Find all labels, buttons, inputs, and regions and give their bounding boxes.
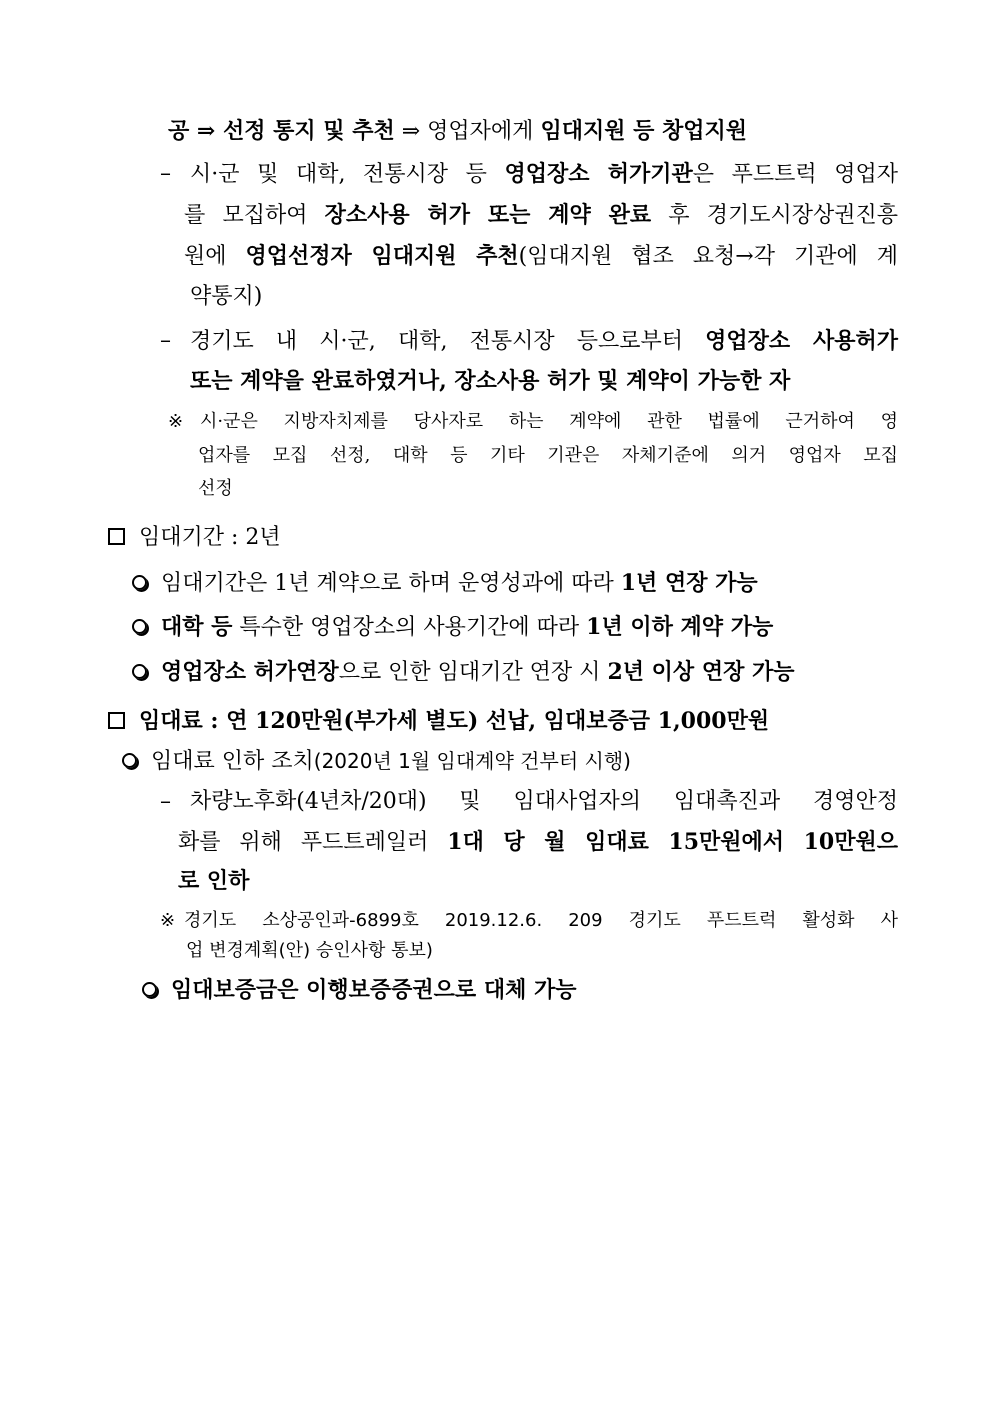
text: ⇒ 영업자에게 [394, 119, 541, 144]
line-5 [190, 282, 262, 312]
circle-bullet-icon [132, 619, 147, 634]
text: 시·군 및 대학, 전통시장 등 [190, 162, 505, 187]
reference-mark-icon: ※ [160, 910, 176, 931]
square-bullet-icon [108, 528, 125, 545]
text: 임대지원 등 창업지원 [540, 118, 748, 144]
line-3 [184, 200, 898, 231]
text: 업자를 모집 선정, 대학 등 기타 기관은 자체기준에 의거 영업자 모집 [198, 445, 898, 466]
line-7 [190, 366, 790, 397]
circle-bullet-icon [122, 753, 137, 768]
text: 로 인하 [178, 868, 250, 894]
line-17 [190, 787, 898, 817]
text: 2년 이상 연장 가능 [607, 659, 795, 685]
text: 공 ⇒ 선정 통지 및 추천 [168, 118, 395, 144]
text: 를 모집하여 [184, 203, 325, 228]
circle-bullet-icon [132, 575, 147, 590]
section-heading [108, 706, 769, 737]
line-1 [168, 116, 747, 147]
note-mark [168, 408, 183, 436]
line-13 [132, 612, 773, 643]
text: 원에 [184, 244, 246, 269]
dash-icon: – [160, 161, 171, 186]
reference-mark-icon: ※ [168, 411, 184, 432]
text: 경기도 내 시·군, 대학, 전통시장 등으로부터 [190, 329, 706, 354]
square-bullet-icon [108, 712, 125, 729]
text: 영업장소 허가연장 [161, 659, 339, 685]
dash-bullet [160, 159, 171, 189]
line-2 [190, 159, 898, 190]
text: 경기도 소상공인과-6899호 2019.12.6. 209 경기도 푸드트럭 활성화 사 [184, 910, 898, 931]
text: 임대기간 : 2년 [139, 525, 281, 550]
text: 업 변경계획(안) 승인사항 통보) [186, 940, 433, 961]
line-4 [184, 241, 898, 272]
dash-icon: – [160, 328, 171, 353]
text: 시·군은 지방자치제를 당사자로 하는 계약에 관한 법률에 근거하여 영 [200, 411, 898, 432]
line-6 [190, 326, 898, 357]
circle-bullet-icon [142, 982, 157, 997]
text: 특수한 영업장소의 사용기간에 따라 [232, 615, 587, 640]
note-mark [160, 907, 175, 935]
text: 1년 이하 계약 가능 [586, 614, 774, 640]
line-9 [198, 442, 898, 470]
text: 은 푸드트럭 영업자 [692, 162, 898, 187]
circle-bullet-icon [132, 664, 147, 679]
line-14 [132, 657, 795, 688]
dash-bullet [160, 787, 171, 817]
text: 영업선정자 임대지원 추천 [245, 243, 519, 269]
line-18 [178, 827, 898, 858]
text: 대학 등 [161, 614, 233, 640]
text: 후 경기도시장상권진흥 [651, 203, 898, 228]
text: 선정 [198, 478, 233, 499]
text: (2020년 1월 임대계약 건부터 시행) [313, 749, 631, 773]
text: 1년 연장 가능 [620, 570, 758, 596]
text: 임대료 인하 조치 [151, 749, 314, 774]
section-heading [108, 523, 281, 553]
text: 으로 인한 임대기간 연장 시 [338, 660, 608, 685]
dash-bullet [160, 326, 171, 356]
text: 영업장소 허가기관 [504, 161, 693, 187]
dash-icon: – [160, 789, 171, 814]
text: 임대료 : 연 120만원(부가세 별도) 선납, 임대보증금 1,000만원 [139, 708, 770, 734]
line-12 [132, 568, 758, 599]
text: 영업장소 사용허가 [705, 328, 898, 354]
text: 1대 당 월 임대료 15만원에서 10만원으 [447, 829, 898, 855]
text: (임대지원 협조 요청→각 기관에 계 [518, 244, 898, 269]
line-22 [142, 975, 577, 1006]
text: 장소사용 허가 또는 계약 완료 [324, 202, 652, 228]
line-20 [184, 907, 898, 935]
text: 또는 계약을 완료하였거나, 장소사용 허가 및 계약이 가능한 자 [190, 368, 791, 394]
text: 차량노후화(4년차/20대) 및 임대사업자의 임대촉진과 경영안정 [190, 789, 898, 814]
line-21 [186, 937, 433, 965]
text: 임대보증금은 이행보증증권으로 대체 가능 [171, 977, 577, 1003]
line-19 [178, 866, 249, 897]
line-16 [122, 746, 631, 777]
text: 약통지) [190, 284, 263, 309]
text: 화를 위해 푸드트레일러 [178, 830, 448, 855]
line-10 [198, 475, 233, 503]
text: 임대기간은 1년 계약으로 하며 운영성과에 따라 [161, 571, 621, 596]
line-8 [200, 408, 898, 436]
